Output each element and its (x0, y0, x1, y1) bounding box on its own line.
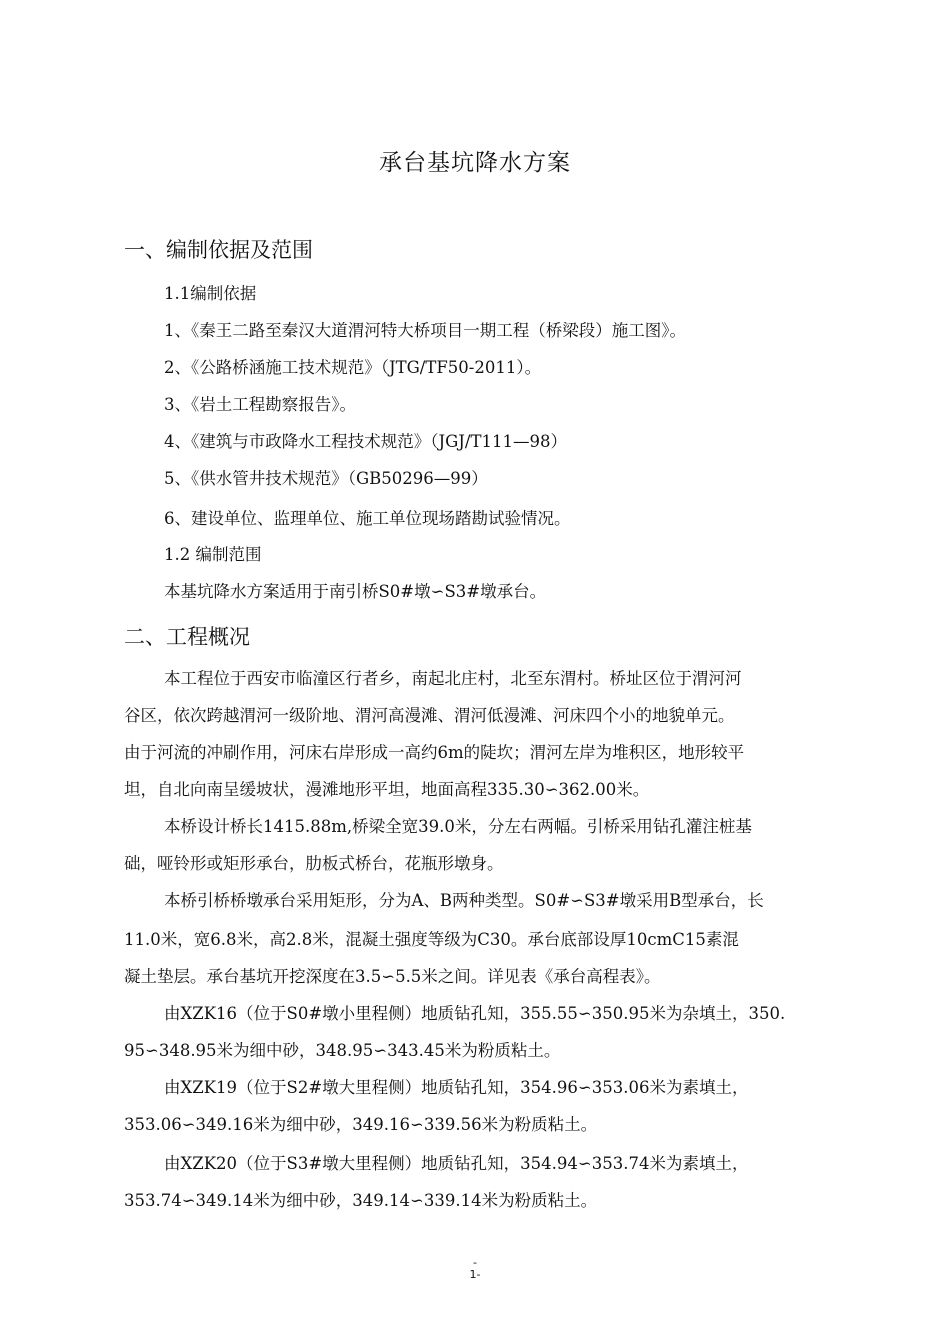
page-footer-dash: - (473, 1256, 477, 1269)
paragraph-line: 坦，自北向南呈缓坡状，漫滩地形平坦，地面高程335.30∽362.00米。 (124, 780, 650, 799)
paragraph-line: 由于河流的冲刷作用，河床右岸形成一高约6m的陡坎；渭河左岸为堆积区，地形较平 (124, 743, 745, 762)
reference-item: 1、《秦王二路至秦汉大道渭河特大桥项目一期工程（桥梁段）施工图》。 (164, 321, 686, 340)
paragraph-line: 由XZK16（位于S0#墩小里程侧）地质钻孔知，355.55∽350.95米为杂填土，350. (164, 1004, 786, 1023)
reference-item: 6、建设单位、监理单位、施工单位现场踏勘试验情况。 (164, 509, 571, 528)
paragraph-line: 95∽348.95米为细中砂，348.95∽343.45米为粉质粘土。 (124, 1041, 561, 1060)
reference-item: 2、《公路桥涵施工技术规范》（JTG/TF50-2011）。 (164, 358, 542, 377)
scope-paragraph: 本基坑降水方案适用于南引桥S0#墩∽S3#墩承台。 (164, 582, 547, 601)
section-heading-2: 二、工程概况 (124, 625, 250, 649)
paragraph-line: 谷区，依次跨越渭河一级阶地、渭河高漫滩、渭河低漫滩、河床四个小的地貌单元。 (124, 706, 735, 725)
reference-item: 4、《建筑与市政降水工程技术规范》（JGJ/T111—98） (164, 432, 567, 451)
reference-item: 3、《岩土工程勘察报告》。 (164, 395, 356, 414)
paragraph-line: 本桥引桥桥墩承台采用矩形，分为A、B两种类型。S0#∽S3#墩采用B型承台，长 (164, 891, 764, 910)
paragraph-line: 353.74∽349.14米为细中砂，349.14∽339.14米为粉质粘土。 (124, 1191, 598, 1210)
paragraph-line: 由XZK20（位于S3#墩大里程侧）地质钻孔知，354.94∽353.74米为素填土， (164, 1154, 749, 1173)
paragraph-line: 本工程位于西安市临潼区行者乡，南起北庄村，北至东渭村。桥址区位于渭河河 (164, 669, 742, 688)
subsection-heading-1-1: 1.1编制依据 (164, 284, 257, 303)
paragraph-line: 353.06∽349.16米为细中砂，349.16∽339.56米为粉质粘土。 (124, 1115, 598, 1134)
document-title: 承台基坑降水方案 (379, 150, 571, 176)
page-number: 1- (469, 1268, 481, 1281)
subsection-heading-1-2: 1.2 编制范围 (164, 545, 262, 564)
section-heading-1: 一、编制依据及范围 (124, 238, 313, 262)
paragraph-line: 由XZK19（位于S2#墩大里程侧）地质钻孔知，354.96∽353.06米为素填土， (164, 1078, 749, 1097)
paragraph-line: 本桥设计桥长1415.88m,桥梁全宽39.0米，分左右两幅。引桥采用钻孔灌注桩基 (164, 817, 752, 836)
reference-item: 5、《供水管井技术规范》（GB50296—99） (164, 469, 488, 488)
paragraph-line: 11.0米，宽6.8米，高2.8米，混凝土强度等级为C30。承台底部设厚10cmC15素混 (124, 930, 739, 949)
paragraph-line: 础，哑铃形或矩形承台，肋板式桥台，花瓶形墩身。 (124, 854, 504, 873)
paragraph-line: 凝土垫层。承台基坑开挖深度在3.5∽5.5米之间。详见表《承台高程表》。 (124, 967, 661, 986)
